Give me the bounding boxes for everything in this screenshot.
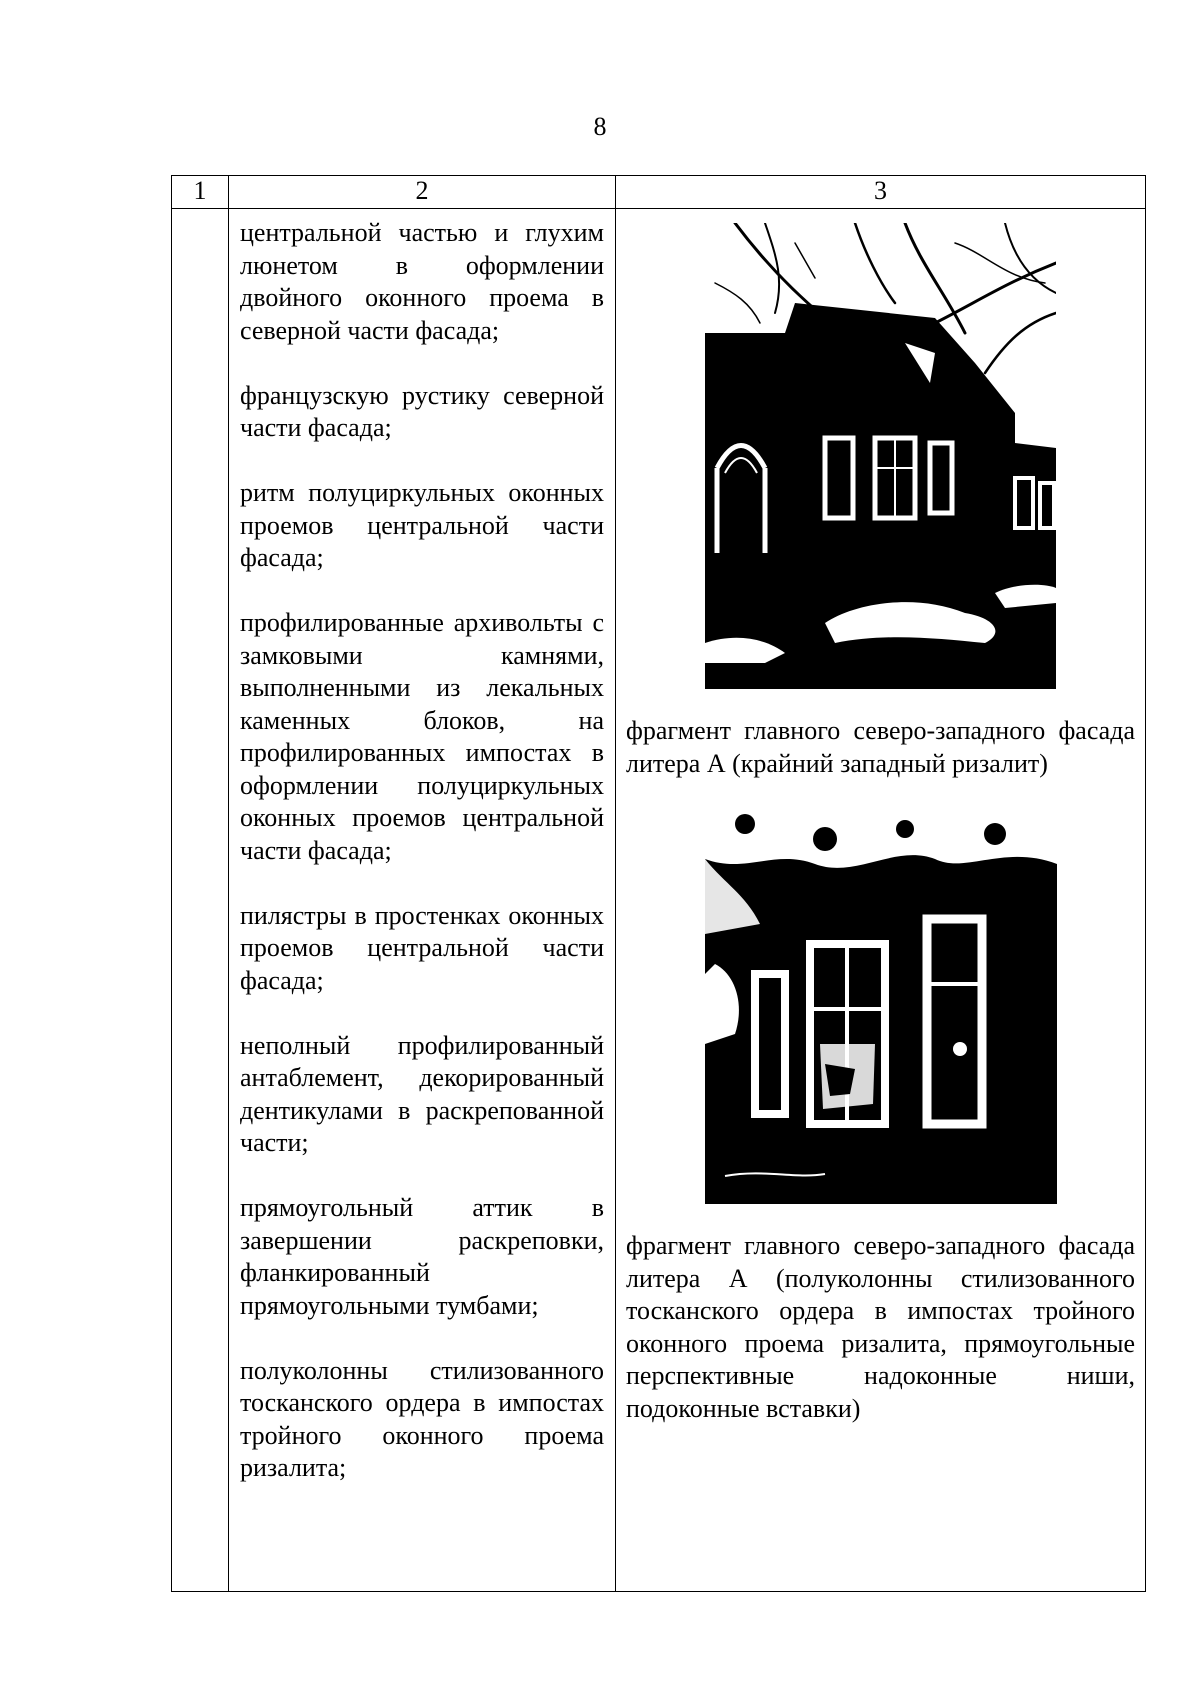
heritage-elements-table [171, 175, 1146, 1592]
element-paragraph: французскую рустику северной части фасада; [240, 380, 604, 442]
column-header-1: 1 [172, 176, 229, 209]
element-paragraph: прямоугольный аттик в завершении раскреповки, фланкированный прямоугольными тумбами; [240, 1193, 604, 1320]
photo-caption-1: фрагмент главного северо-западного фасада литера А (крайний западный ризалит) [626, 716, 1135, 778]
photo-cell [616, 209, 1146, 1592]
element-paragraph: центральной частью и глухим люнетом в оформлении двойного оконного проема в северной части фасада; [240, 218, 604, 345]
facade-photo-1 [705, 223, 1056, 689]
element-paragraph: неполный профилированный антаблемент, декорированный дентикулами в раскрепованной части; [240, 1030, 604, 1157]
element-paragraph: ритм полуциркульных оконных проемов центральной части фасада; [240, 478, 604, 572]
element-paragraph: пилястры в простенках оконных проемов центральной части фасада; [240, 900, 604, 995]
table-row [172, 209, 1146, 1592]
element-paragraph: полуколонны стилизованного тосканского ордера в импостах тройного оконного проема ризалита; [240, 1355, 604, 1482]
description-cell [229, 209, 616, 1592]
facade-photo-2 [705, 804, 1057, 1204]
row-number-cell [172, 209, 229, 1592]
table-header-row [172, 176, 1146, 209]
column-header-3: 3 [616, 176, 1146, 209]
column-header-2: 2 [229, 176, 616, 209]
element-paragraph: профилированные архивольты с замковыми камнями, выполненными из лекальных каменных блоков, на профилированных импостах в оформлении полуциркульных оконных проемов центральной части фасада; [240, 608, 604, 865]
page-number: 8 [593, 112, 607, 141]
photo-caption-2: фрагмент главного северо-западного фасада литера А (полуколонны стилизованного тосканского ордера в импостах тройного оконного проема ризалита, прямоугольные перспективные надоконные ниши, подоконные вставки) [626, 1231, 1135, 1423]
